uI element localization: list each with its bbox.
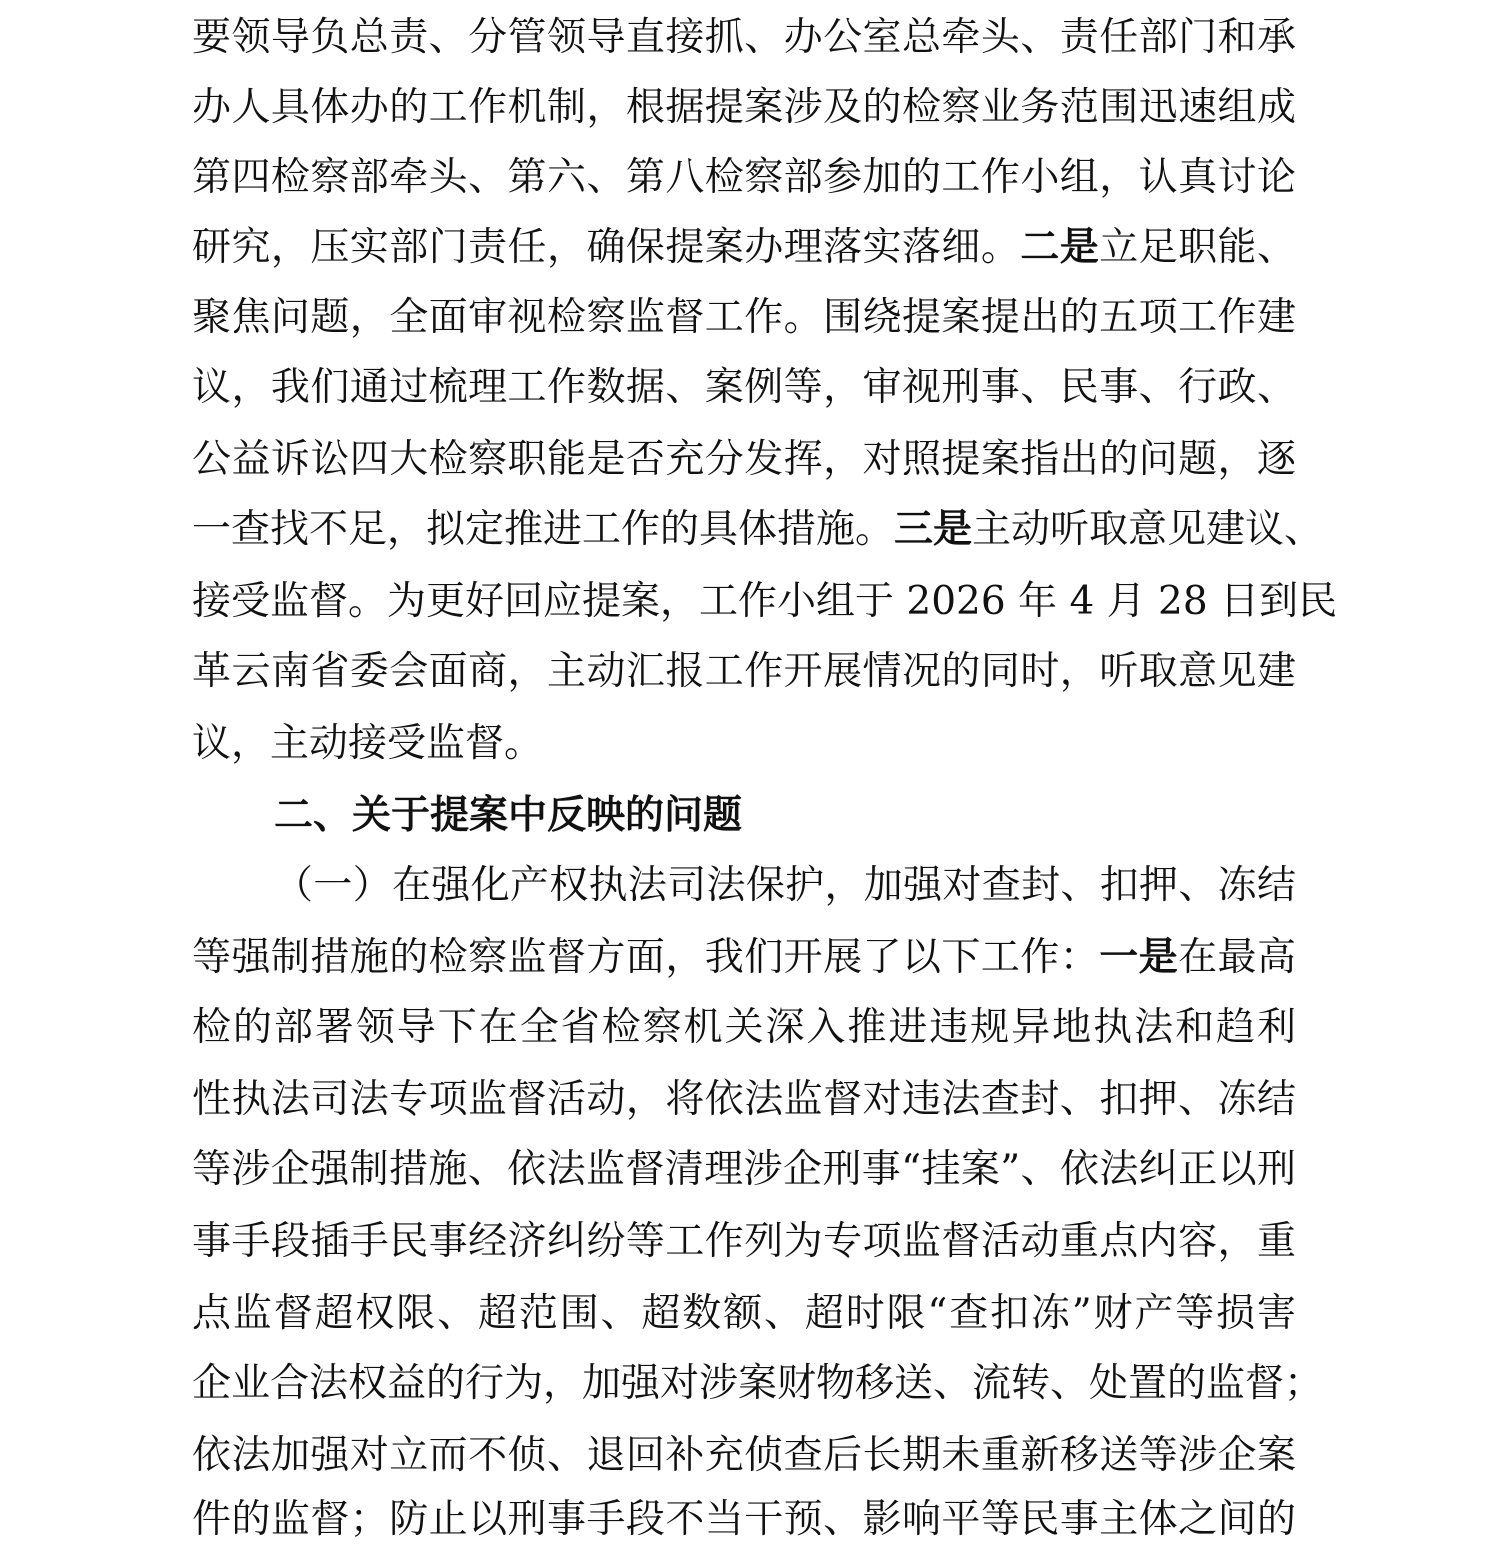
paragraph-line: 企业合法权益的行为，加强对涉案财物移送、流转、处置的监督；	[192, 1361, 1324, 1406]
line-text: 研究，压实部门责任，确保提案办理落实落细。	[192, 225, 1021, 270]
paragraph-line: 等涉企强制措施、依法监督清理涉企刑事“挂案”、依法纠正以刑	[192, 1147, 1296, 1192]
paragraph-line: 事手段插手民事经济纠纷等工作列为专项监督活动重点内容，重	[192, 1219, 1296, 1264]
paragraph-line: 依法加强对立而不侦、退回补充侦查后长期未重新移送等涉企案	[192, 1433, 1296, 1478]
bold-marker: 三是	[894, 507, 973, 552]
paragraph-line	[192, 494, 1324, 566]
paragraph-line: 要领导负总责、分管领导直接抓、办公室总牵头、责任部门和承	[192, 15, 1296, 60]
paragraph-line: 接受监督。为更好回应提案，工作小组于 2026 年 4 月 28 日到民	[192, 579, 1338, 624]
bold-marker: 一是	[1099, 935, 1179, 980]
paragraph-line: 革云南省委会面商，主动汇报工作开展情况的同时，听取意见建	[192, 649, 1296, 694]
line-text: 立足职能、	[1099, 225, 1296, 270]
paragraph-line: 第四检察部牵头、第六、第八检察部参加的工作小组，认真讨论	[192, 155, 1296, 200]
paragraph-line: 件的监督；防止以刑事手段不当干预、影响平等民事主体之间的	[192, 1497, 1296, 1542]
paragraph-line: （一）在强化产权执法司法保护，加强对查封、扣押、冻结	[274, 863, 1296, 908]
paragraph-line: 办人具体办的工作机制，根据提案涉及的检察业务范围迅速组成	[192, 85, 1296, 130]
section-heading: 二、关于提案中反映的问题	[274, 793, 743, 838]
line-text: 等强制措施的检察监督方面，我们开展了以下工作：	[192, 935, 1100, 980]
paragraph-line: 议，我们通过梳理工作数据、案例等，审视刑事、民事、行政、	[192, 365, 1296, 410]
paragraph-line	[192, 212, 1296, 284]
line-text: 在最高	[1178, 935, 1296, 980]
paragraph-line: 性执法司法专项监督活动，将依法监督对违法查封、扣押、冻结	[192, 1077, 1296, 1122]
line-text: 一查找不足，拟定推进工作的具体措施。	[192, 507, 895, 552]
bold-marker: 二是	[1020, 225, 1100, 270]
paragraph-line: 检的部署领导下在全省检察机关深入推进违规异地执法和趋利	[192, 1005, 1296, 1050]
paragraph-line: 议，主动接受监督。	[192, 721, 544, 766]
paragraph-line	[192, 922, 1296, 994]
paragraph-line: 聚焦问题，全面审视检察监督工作。围绕提案提出的五项工作建	[192, 295, 1296, 340]
paragraph-line: 公益诉讼四大检察职能是否充分发挥，对照提案指出的问题，逐	[192, 437, 1296, 482]
paragraph-line: 点监督超权限、超范围、超数额、超时限“查扣冻”财产等损害	[192, 1291, 1296, 1336]
line-text: 主动听取意见建议、	[972, 507, 1324, 552]
